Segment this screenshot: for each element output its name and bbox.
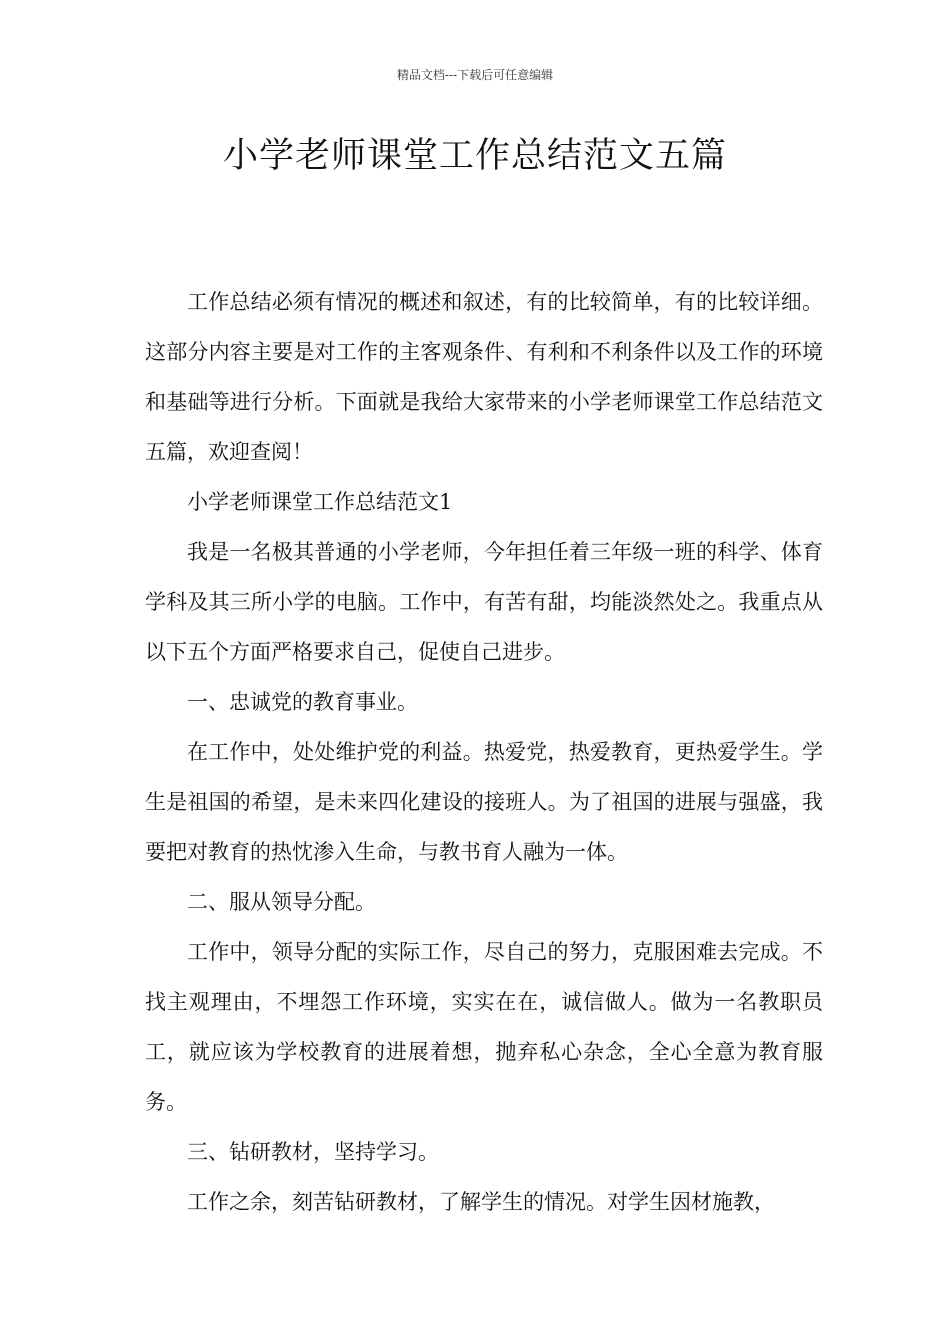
- body-paragraph: 工作中，领导分配的实际工作，尽自己的努力，克服困难去完成。不找主观理由，不埋怨工作环境，实实在在，诚信做人。做为一名教职员工，就应该为学校教育的进展着想，抛弃私心杂念，全心全意为教育服务。: [145, 940, 823, 1114]
- body-paragraph: 工作之余，刻苦钻研教材，了解学生的情况。对学生因材施教，: [187, 1190, 775, 1214]
- document-title: 小学老师课堂工作总结范文五篇: [222, 136, 727, 176]
- body-paragraph: 我是一名极其普通的小学老师，今年担任着三年级一班的科学、体育学科及其三所小学的电脑。工作中，有苦有甜，均能淡然处之。我重点从以下五个方面严格要求自己，促使自己进步。: [145, 540, 823, 664]
- subheading: 一、忠诚党的教育事业。: [187, 690, 418, 714]
- subheading: 三、钻研教材，坚持学习。: [187, 1140, 439, 1164]
- section-heading: 小学老师课堂工作总结范文1: [187, 490, 453, 514]
- header-note: 精品文档---下载后可任意编辑: [396, 68, 554, 82]
- intro-paragraph: 工作总结必须有情况的概述和叙述，有的比较简单，有的比较详细。这部分内容主要是对工作的主客观条件、有利和不利条件以及工作的环境和基础等进行分析。下面就是我给大家带来的小学老师课堂工作总结范文五篇，欢迎查阅！: [145, 290, 823, 464]
- body-paragraph: 在工作中，处处维护党的利益。热爱党，热爱教育，更热爱学生。学生是祖国的希望，是未来四化建设的接班人。为了祖国的进展与强盛，我要把对教育的热忱渗入生命，与教书育人融为一体。: [145, 740, 823, 864]
- document-body: [145, 277, 823, 1227]
- subheading: 二、服从领导分配。: [187, 890, 376, 914]
